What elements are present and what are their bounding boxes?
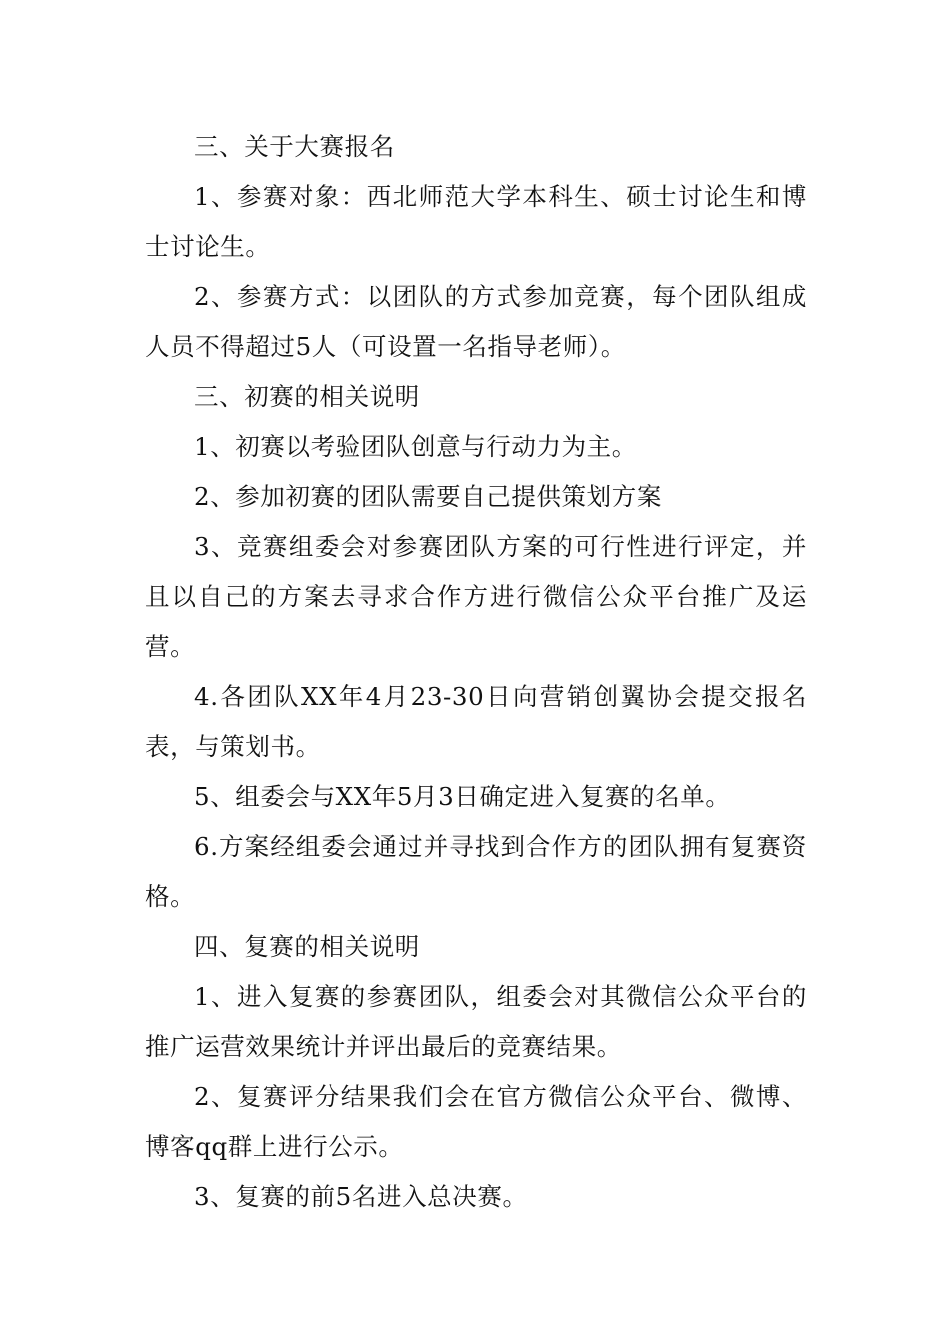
paragraph: 1、进入复赛的参赛团队，组委会对其微信公众平台的推广运营效果统计并评出最后的竞赛结果。 (145, 982, 807, 1061)
paragraph: 1、参赛对象：西北师范大学本科生、硕士讨论生和博士讨论生。 (145, 182, 807, 261)
document-body (145, 122, 807, 1222)
paragraph: 3、竞赛组委会对参赛团队方案的可行性进行评定，并且以自己的方案去寻求合作方进行微信公众平台推广及运营。 (145, 532, 807, 661)
paragraph: 3、复赛的前5名进入总决赛。 (194, 1182, 528, 1211)
section-heading-registration: 三、关于大赛报名 (194, 132, 395, 161)
section-heading-semifinal: 四、复赛的相关说明 (194, 932, 420, 961)
paragraph: 2、参赛方式：以团队的方式参加竞赛，每个团队组成人员不得超过5人（可设置一名指导老师）。 (145, 282, 807, 361)
paragraph: 5、组委会与XX年5月3日确定进入复赛的名单。 (194, 782, 731, 811)
paragraph: 4.各团队XX年4月23-30日向营销创翼协会提交报名表，与策划书。 (145, 682, 807, 761)
paragraph: 1、初赛以考验团队创意与行动力为主。 (194, 432, 637, 461)
section-heading-preliminary: 三、初赛的相关说明 (194, 382, 420, 411)
paragraph: 6.方案经组委会通过并寻找到合作方的团队拥有复赛资格。 (145, 832, 807, 911)
paragraph: 2、参加初赛的团队需要自己提供策划方案 (194, 482, 662, 511)
paragraph: 2、复赛评分结果我们会在官方微信公众平台、微博、博客qq群上进行公示。 (145, 1082, 807, 1161)
